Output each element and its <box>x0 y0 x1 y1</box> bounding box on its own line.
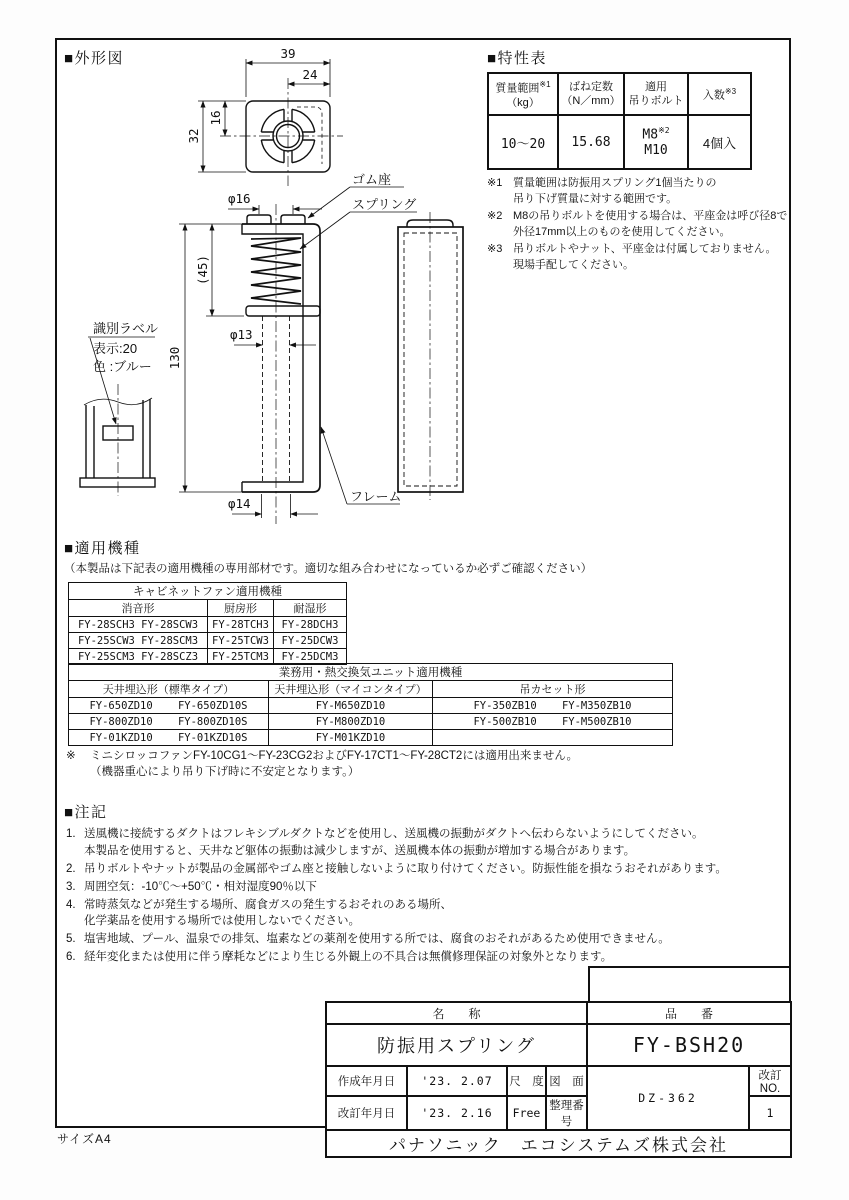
spec-header-bolt: 適用 吊りボルト <box>624 73 688 115</box>
drawing-no-label-1: 図 面 <box>546 1066 587 1096</box>
dim-45: (45) <box>195 254 210 286</box>
model-row <box>69 633 347 649</box>
id-label-title: 識別ラベル <box>93 321 159 336</box>
remark-item: 1. 送風機に接続するダクトはフレキシブルダクトなどを使用し、送風機の振動がダクトへ伝わらないようにしてください。 本製品を使用すると、天井など躯体の振動は減少しますが、送風機本体の振動が増加する場合があります。 <box>66 828 704 857</box>
part-number-header: 品 番 <box>587 1002 791 1024</box>
created-date: '23. 2.07 <box>407 1066 507 1096</box>
col-moistureproof: 耐湿形 <box>274 600 347 617</box>
model-row <box>69 730 673 746</box>
model-cell: FY-25DCM3 <box>274 649 347 665</box>
spec-value-bolt: M8$^{※2}$ M10 <box>624 115 688 169</box>
revision-label: 改訂NO. <box>749 1066 791 1096</box>
spec-value-qty: 4個入 <box>688 115 751 169</box>
remarks-list <box>66 826 788 967</box>
company-name: パナソニック エコシステムズ株式会社 <box>326 1130 791 1157</box>
id-label-display: 表示:20 <box>93 341 138 356</box>
dim-16: 16 <box>208 110 223 126</box>
outline-section-title: ■外形図 <box>64 50 125 67</box>
spec-footnotes <box>487 176 795 275</box>
col-ceiling-micom: 天井埋込形（マイコンタイプ） <box>269 681 433 698</box>
spec-value-row <box>488 115 751 169</box>
model-row <box>69 698 673 714</box>
scale-value: Free <box>507 1096 546 1130</box>
cabinet-fan-table-title: キャビネットファン適用機種 <box>69 583 347 600</box>
model-cell: FY-25SCW3 FY-28SCM3 <box>69 633 208 649</box>
model-cell: FY-25SCM3 FY-28SCZ3 <box>69 649 208 665</box>
model-cell: FY-28DCH3 <box>274 617 347 633</box>
remark-item: 4. 常時蒸気などが発生する場所、腐食ガスの発生するおそれのある場所、 化学薬品を使用する場所では使用しないでください。 <box>66 898 452 927</box>
label-detail-view <box>80 321 158 496</box>
sheet-size-label: サイズA4 <box>57 1132 112 1146</box>
spec-footnote-3: ※3 吊りボルトやナット、平座金は付属しておりません。 現場手配してください。 <box>487 243 777 271</box>
commercial-unit-table <box>68 663 673 746</box>
model-cell: FY-M650ZD10 <box>269 698 433 714</box>
front-view <box>167 172 417 524</box>
applicable-subtitle: （本製品は下記表の適用機種の専用部材です。適切な組み合わせになっているか必ずご確認ください） <box>64 563 593 575</box>
model-cell: FY-28SCH3 FY-28SCW3 <box>69 617 208 633</box>
top-view <box>186 46 343 186</box>
created-date-label: 作成年月日 <box>326 1066 407 1096</box>
dim-32: 32 <box>186 128 201 144</box>
dim-130: 130 <box>167 346 182 370</box>
product-name: 防振用スプリング <box>326 1024 587 1066</box>
model-cell: FY-500ZB10 FY-M500ZB10 <box>433 714 673 730</box>
applicable-section-title: ■適用機種 <box>64 540 141 557</box>
part-number: FY-BSH20 <box>587 1024 791 1066</box>
model-cell: FY-650ZD10 FY-650ZD10S <box>69 698 269 714</box>
model-row <box>69 617 347 633</box>
col-ceiling-standard: 天井埋込形（標準タイプ） <box>69 681 269 698</box>
model-row <box>69 714 673 730</box>
commercial-unit-table-title: 業務用・熱交換気ユニット適用機種 <box>69 664 673 681</box>
dim-39: 39 <box>280 46 296 61</box>
col-silenced: 消音形 <box>69 600 208 617</box>
scale-label: 尺 度 <box>507 1066 546 1096</box>
commercial-unit-header-row <box>69 681 673 698</box>
col-kitchen: 厨房形 <box>208 600 274 617</box>
revised-date: '23. 2.16 <box>407 1096 507 1130</box>
spec-header-mass: 質量範囲$^{※1}$ （kg） <box>488 73 558 115</box>
side-view <box>398 212 463 500</box>
dim-phi13: φ13 <box>230 327 253 342</box>
spec-header-spring-constant: ばね定数 （N／mm） <box>558 73 624 115</box>
spec-section-title: ■特性表 <box>487 50 548 67</box>
applicable-footnote: ※ ミニシロッコファンFY-10CG1～FY-23CG2およびFY-17CT1～FY-28CT2には適用出来ません。 （機器重心により吊り下げ時に不安定となります。） <box>66 750 579 778</box>
spec-footnote-2: ※2 M8の吊りボルトを使用する場合は、平座金は呼び径8で 外径17mm以上のものを使用してください。 <box>487 210 788 238</box>
col-hanging-cassette: 吊カセット形 <box>433 681 673 698</box>
outline-drawing <box>55 40 485 540</box>
model-cell: FY-25TCW3 <box>208 633 274 649</box>
model-cell <box>433 730 673 746</box>
remarks-section-title: ■注記 <box>64 804 108 821</box>
model-cell: FY-28TCH3 <box>208 617 274 633</box>
spring-label: スプリング <box>352 197 417 212</box>
drawing-number: DZ-362 <box>587 1066 749 1130</box>
name-header: 名 称 <box>326 1002 587 1024</box>
model-cell: FY-800ZD10 FY-800ZD10S <box>69 714 269 730</box>
remark-item: 2. 吊りボルトやナットが製品の金属部やゴム座と接触しないように取り付けてください。防振性能を損なうおそれがあります。 <box>66 862 727 875</box>
model-cell: FY-M800ZD10 <box>269 714 433 730</box>
id-label-color: 色 :ブルー <box>93 359 152 374</box>
spec-header-qty: 入数$^{※3}$ <box>688 73 751 115</box>
cabinet-fan-header-row <box>69 600 347 617</box>
spec-value-mass: 10～20 <box>488 115 558 169</box>
remark-item: 3. 周囲空気：-10℃～+50℃・相対湿度90％以下 <box>66 880 317 893</box>
revised-date-label: 改訂年月日 <box>326 1096 407 1130</box>
dim-phi16: φ16 <box>228 191 251 206</box>
model-cell: FY-25TCM3 <box>208 649 274 665</box>
dim-24: 24 <box>302 67 318 82</box>
title-block <box>325 1001 792 1158</box>
frame-label: フレーム <box>350 489 402 504</box>
spec-value-spring-constant: 15.68 <box>558 115 624 169</box>
rubber-seat-label: ゴム座 <box>352 172 392 187</box>
model-cell: FY-01KZD10 FY-01KZD10S <box>69 730 269 746</box>
model-cell: FY-25DCW3 <box>274 633 347 649</box>
remark-item: 5. 塩害地域、プール、温泉での排気、塩素などの薬剤を使用する所では、腐食のおそれがあるため使用できません。 <box>66 933 670 945</box>
spec-header-row <box>488 73 751 115</box>
spec-footnote-1: ※1 質量範囲は防振用スプリング1個当たりの 吊り下げ質量に対する範囲です。 <box>487 177 717 205</box>
dim-phi14: φ14 <box>228 496 251 511</box>
remark-item: 6. 経年変化または使用に伴う摩耗などにより生じる外観上の不具合は無償修理保証の対象外となります。 <box>66 951 613 963</box>
spec-table <box>487 72 752 170</box>
title-block-empty-box <box>588 966 791 1003</box>
revision-number: 1 <box>749 1096 791 1130</box>
cabinet-fan-table <box>68 582 347 665</box>
drawing-no-label-2: 整理番号 <box>546 1096 587 1130</box>
model-cell: FY-M01KZD10 <box>269 730 433 746</box>
model-cell: FY-350ZB10 FY-M350ZB10 <box>433 698 673 714</box>
